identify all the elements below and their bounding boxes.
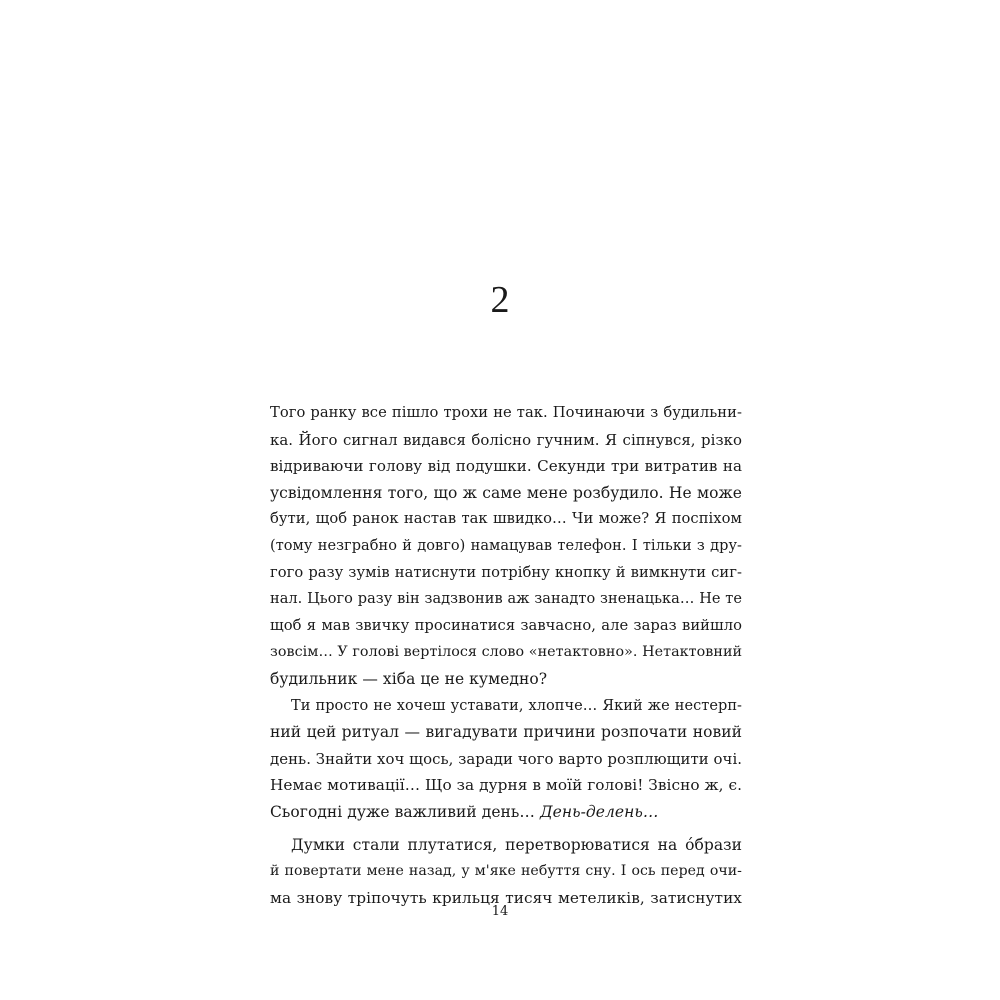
- text-line: бути, щоб ранок настав так швидко… Чи може? Я поспіхом: [270, 510, 742, 528]
- text-line: нал. Цього разу він задзвонив аж занадто зненацька… Не те: [270, 591, 742, 608]
- text-line: Того ранку все пішло трохи не так. Починаючи з будильни-: [270, 404, 742, 421]
- text-line: (тому незграбно й довго) намацував телефон. І тільки з дру-: [270, 537, 742, 554]
- italic-phrase: День-делень…: [539, 802, 659, 821]
- text-line: Немає мотивації… Що за дурня в моїй голові! Звісно ж, є.: [270, 776, 742, 795]
- text-segment: Сьогодні дуже важливий день…: [270, 802, 535, 821]
- text-line: й повертати мене назад, у м'яке небуття сну. І ось перед очи-: [270, 863, 742, 880]
- text-line: ка. Його сигнал видався болісно гучним. Я сіпнувся, різко: [270, 430, 742, 449]
- text-line: [270, 799, 742, 826]
- text-line: зовсім… У голові вертілося слово «нетактовно». Нетактовний: [270, 644, 743, 661]
- body-text: [270, 400, 742, 911]
- page-number: 14: [491, 904, 509, 919]
- text-line: відриваючи голову від подушки. Секунди три витратив на: [270, 457, 742, 476]
- text-line: усвідомлення того, що ж саме мене розбудило. Не може: [270, 483, 742, 502]
- text-line: гого разу зумів натиснути потрібну кнопку й вимкнути сиг-: [270, 563, 742, 581]
- text-line: щоб я мав звичку просинатися завчасно, але зараз вийшло: [270, 616, 742, 634]
- text-line: Думки стали плутатися, перетворюватися на óбрази: [291, 835, 742, 854]
- text-line: день. Знайти хоч щось, заради чого варто розплющити очі.: [270, 749, 743, 768]
- text-line: будильник — хіба це не кумедно?: [270, 669, 548, 688]
- text-line: ма знову тріпочуть крильця тисяч метеликів, затиснутих: [270, 888, 742, 907]
- text-line: ний цей ритуал — вигадувати причини розпочати новий: [270, 723, 742, 742]
- chapter-number: 2: [490, 279, 510, 321]
- text-line: Ти просто не хочеш уставати, хлопче… Який же нестерп-: [291, 697, 742, 714]
